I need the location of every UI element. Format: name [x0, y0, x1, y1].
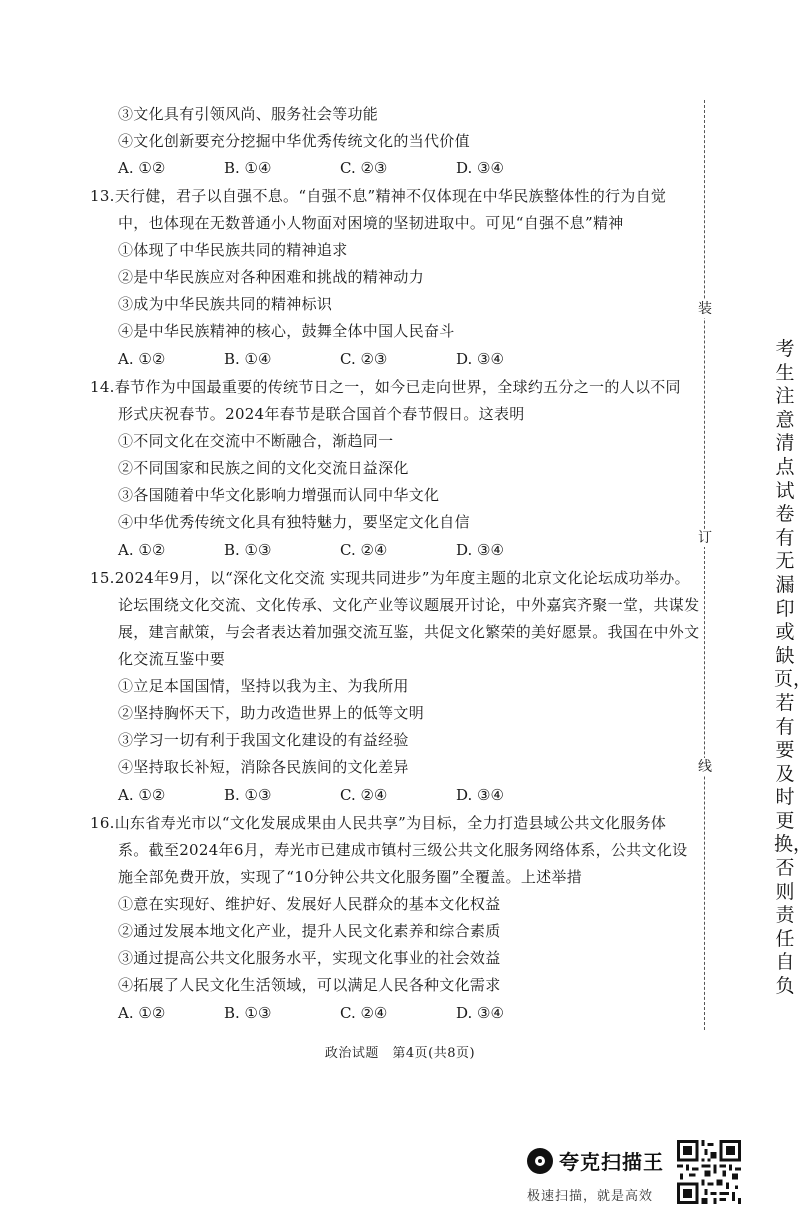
option-statement: ④中华优秀传统文化具有独特魅力，要坚定文化自信: [118, 513, 470, 531]
choice-a: A. ①②: [118, 159, 166, 177]
choice-a: A. ①②: [118, 350, 166, 368]
question-15-stem: 论坛围绕文化交流、文化传承、文化产业等议题展开讨论，中外嘉宾齐聚一堂，共谋发: [118, 596, 700, 614]
choice-c: C. ②④: [340, 541, 388, 559]
question-14-stem: 形式庆祝春节。2024年春节是联合国首个春节假日。这表明: [118, 405, 525, 423]
choice-b: B. ①③: [224, 1004, 272, 1022]
question-16-stem: 系。截至2024年6月，寿光市已建成市镇村三级公共文化服务网络体系，公共文化设: [118, 841, 688, 859]
choice-b: B. ①③: [224, 786, 272, 804]
option-statement: ③各国随着中华文化影响力增强而认同中华文化: [118, 486, 440, 504]
choice-d: D. ③④: [456, 1004, 504, 1022]
side-notice: 考生注意清点试卷有无漏印或缺页，若有要及时更换，否则责任自负: [774, 338, 812, 998]
question-16-stem: 16.山东省寿光市以“文化发展成果由人民共享”为目标，全力打造县域公共文化服务体: [90, 814, 667, 832]
qr-code-icon: [677, 1140, 741, 1204]
scanner-watermark: [527, 1142, 677, 1206]
binding-dashed-line: [704, 100, 705, 1030]
question-15-stem: 15.2024年9月，以“深化文化交流 实现共同进步”为年度主题的北京文化论坛成功举办。: [90, 569, 690, 587]
choice-b: B. ①④: [224, 159, 272, 177]
question-15-stem: 展，建言献策，与会者表达着加强交流互鉴，共促文化繁荣的美好愿景。我国在中外文: [118, 623, 700, 641]
choice-a: A. ①②: [118, 786, 166, 804]
question-14-stem: 14.春节作为中国最重要的传统节日之一，如今已走向世界，全球约五分之一的人以不同: [90, 378, 681, 396]
option-statement: ②不同国家和民族之间的文化交流日益深化: [118, 459, 409, 477]
option-statement: ②坚持胸怀天下，助力改造世界上的低等文明: [118, 704, 425, 722]
option-statement: ②是中华民族应对各种困难和挑战的精神动力: [118, 268, 425, 286]
option-statement: ③文化具有引领风尚、服务社会等功能: [118, 105, 379, 123]
question-15-stem: 化交流互鉴中要: [118, 650, 226, 668]
question-13-stem: 13.天行健，君子以自强不息。“自强不息”精神不仅体现在中华民族整体性的行为自觉: [90, 187, 667, 205]
option-statement: ④坚持取长补短，消除各民族间的文化差异: [118, 758, 409, 776]
brand-slogan: 极速扫描，就是高效: [527, 1189, 654, 1204]
option-statement: ③通过提高公共文化服务水平，实现文化事业的社会效益: [118, 949, 501, 967]
option-statement: ④是中华民族精神的核心，鼓舞全体中国人民奋斗: [118, 322, 455, 340]
brand-name: 夸克扫描王: [559, 1150, 664, 1174]
choice-d: D. ③④: [456, 541, 504, 559]
scanner-logo-icon: [527, 1148, 553, 1174]
option-statement: ③学习一切有利于我国文化建设的有益经验: [118, 731, 409, 749]
choice-a: A. ①②: [118, 541, 166, 559]
binding-mark-ding: 订: [698, 530, 712, 546]
choice-d: D. ③④: [456, 350, 504, 368]
option-statement: ①立足本国国情，坚持以我为主、为我所用: [118, 677, 409, 695]
binding-mark-xian: 线: [698, 759, 712, 775]
option-statement: ①不同文化在交流中不断融合，渐趋同一: [118, 432, 394, 450]
choice-c: C. ②③: [340, 350, 388, 368]
option-statement: ③成为中华民族共同的精神标识: [118, 295, 333, 313]
choice-a: A. ①②: [118, 1004, 166, 1022]
choice-c: C. ②④: [340, 1004, 388, 1022]
choice-b: B. ①③: [224, 541, 272, 559]
question-13-stem: 中，也体现在无数普通小人物面对困境的坚韧进取中。可见“自强不息”精神: [118, 214, 624, 232]
binding-mark-zhuang: 装: [698, 301, 712, 317]
option-statement: ②通过发展本地文化产业，提升人民文化素养和综合素质: [118, 922, 501, 940]
choice-c: C. ②④: [340, 786, 388, 804]
page-footer: 政治试题 第4页(共8页): [324, 1046, 476, 1061]
question-16-stem: 施全部免费开放，实现了“10分钟公共文化服务圈”全覆盖。上述举措: [118, 868, 583, 886]
choice-d: D. ③④: [456, 159, 504, 177]
option-statement: ①意在实现好、维护好、发展好人民群众的基本文化权益: [118, 895, 501, 913]
choice-d: D. ③④: [456, 786, 504, 804]
option-statement: ①体现了中华民族共同的精神追求: [118, 241, 348, 259]
choice-c: C. ②③: [340, 159, 388, 177]
option-statement: ④拓展了人民文化生活领域，可以满足人民各种文化需求: [118, 976, 501, 994]
choice-b: B. ①④: [224, 350, 272, 368]
option-statement: ④文化创新要充分挖掘中华优秀传统文化的当代价值: [118, 132, 470, 150]
